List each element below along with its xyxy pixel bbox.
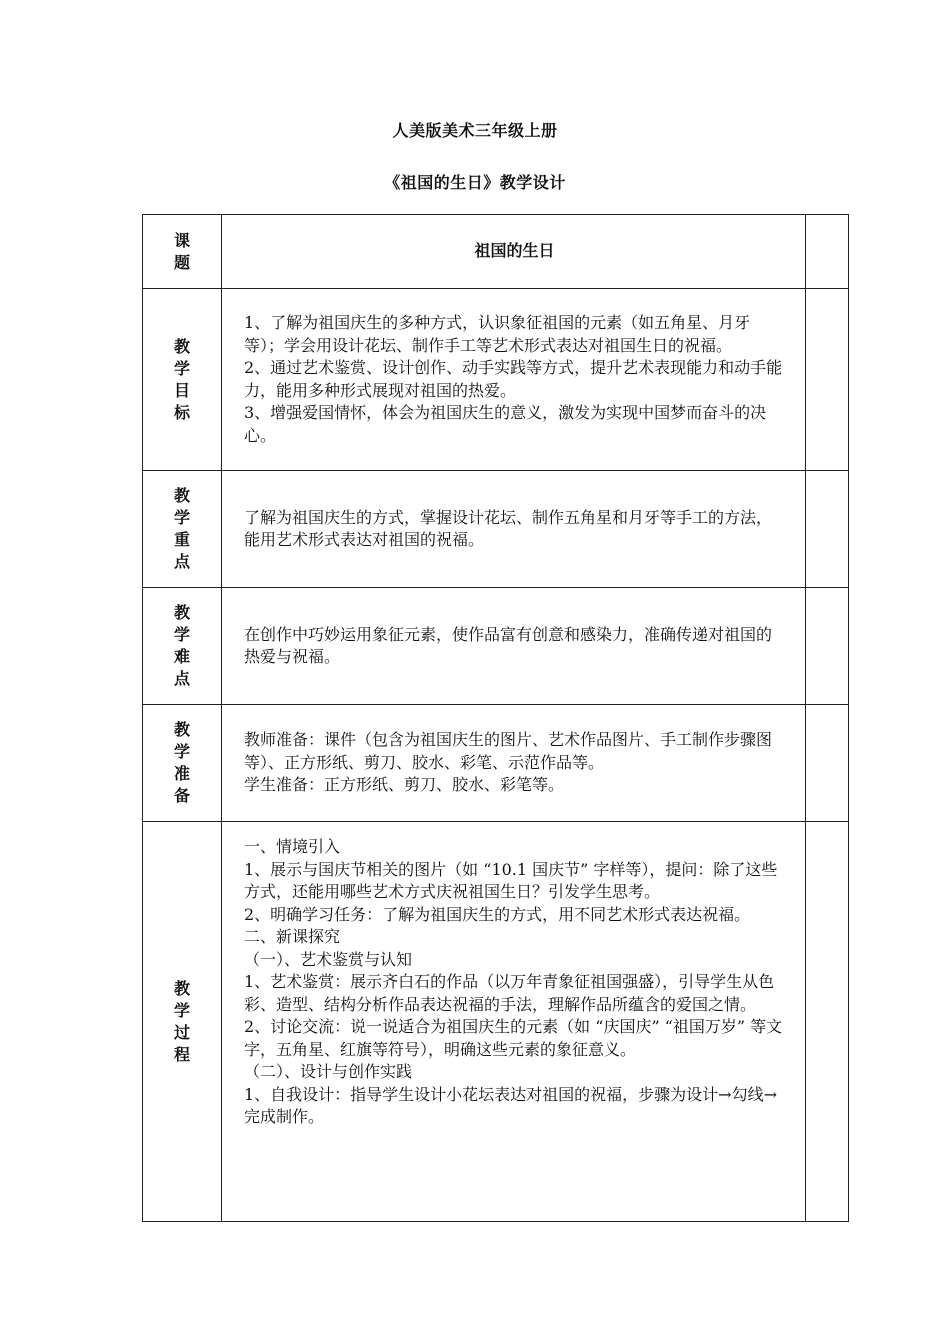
process-label: 教学过程 xyxy=(173,978,190,1064)
difficulty-label: 教学难点 xyxy=(173,603,190,688)
key-content xyxy=(222,471,806,588)
topic-label: 课题 xyxy=(173,230,190,272)
row-topic xyxy=(143,215,849,289)
process-content xyxy=(222,822,806,1222)
goals-label: 教学目标 xyxy=(173,336,190,422)
difficulty-label-cell xyxy=(143,588,222,705)
process-line: （二）、设计与创作实践 xyxy=(244,1062,413,1081)
difficulty-content xyxy=(222,588,806,705)
prep-item: 教师准备：课件（包含为祖国庆生的图片、艺术作品图片、手工制作步骤图等）、正方形纸、剪刀、胶水、彩笔、示范作品等。 xyxy=(244,730,773,772)
goal-item: 1、了解为祖国庆生的多种方式，认识象征祖国的元素（如五角星、月牙等）；学会用设计花坛、制作手工等艺术形式表达对祖国生日的祝福。 xyxy=(244,313,751,355)
extra-cell xyxy=(806,822,849,1222)
goal-item: 2、通过艺术鉴赏、设计创作、动手实践等方式，提升艺术表现能力和动手能力，能用多种形式展现对祖国的热爱。 xyxy=(244,358,783,400)
topic-value: 祖国的生日 xyxy=(222,215,806,289)
process-line: 1、自我设计：指导学生设计小花坛表达对祖国的祝福，步骤为设计→勾线→完成制作。 xyxy=(244,1084,777,1126)
goals-content xyxy=(222,289,806,471)
row-preparation xyxy=(143,705,849,822)
process-line: 二、新课探究 xyxy=(244,927,341,946)
lesson-plan-table xyxy=(142,214,849,1222)
difficulty-text: 在创作中巧妙运用象征元素，使作品富有创意和感染力，准确传递对祖国的热爱与祝福。 xyxy=(244,624,773,666)
extra-cell xyxy=(806,471,849,588)
row-difficulty xyxy=(143,588,849,705)
prep-item: 学生准备：正方形纸、剪刀、胶水、彩笔等。 xyxy=(244,775,565,795)
key-label-cell xyxy=(143,471,222,588)
goal-item: 3、增强爱国情怀，体会为祖国庆生的意义，激发为实现中国梦而奋斗的决心。 xyxy=(244,403,767,445)
process-label-cell xyxy=(143,822,222,1222)
process-line: 2、讨论交流：说一说适合为祖国庆生的元素（如 “庆国庆” “祖国万岁” 等文字，五角星、红旗等符号），明确这些元素的象征意义。 xyxy=(244,1017,783,1059)
extra-cell xyxy=(806,705,849,822)
prep-label-cell xyxy=(143,705,222,822)
process-line: 一、情境引入 xyxy=(244,837,341,856)
key-label: 教学重点 xyxy=(173,486,190,571)
prep-content xyxy=(222,705,806,822)
process-line: 1、展示与国庆节相关的图片（如 “10.1 国庆节” 字样等），提问：除了这些方式，还能用哪些艺术方式庆祝祖国生日？引发学生思考。 xyxy=(244,859,778,901)
document-subtitle: 《祖国的生日》教学设计 xyxy=(384,173,566,192)
goals-label-cell xyxy=(143,289,222,471)
extra-cell xyxy=(806,215,849,289)
row-key-points xyxy=(143,471,849,588)
process-line: （一）、艺术鉴赏与认知 xyxy=(244,949,413,969)
row-goals xyxy=(143,289,849,471)
extra-cell xyxy=(806,289,849,471)
key-text: 了解为祖国庆生的方式，掌握设计花坛、制作五角星和月牙等手工的方法，能用艺术形式表达对祖国的祝福。 xyxy=(244,507,773,549)
row-process xyxy=(143,822,849,1222)
process-line: 2、明确学习任务：了解为祖国庆生的方式，用不同艺术形式表达祝福。 xyxy=(244,904,751,924)
topic-label-cell xyxy=(143,215,222,289)
prep-label: 教学准备 xyxy=(173,720,190,805)
process-line: 1、艺术鉴赏：展示齐白石的作品（以万年青象征祖国强盛），引导学生从色彩、造型、结构分析作品表达祝福的手法，理解作品所蕴含的爱国之情。 xyxy=(244,972,775,1014)
document-title: 人美版美术三年级上册 xyxy=(392,121,558,140)
extra-cell xyxy=(806,588,849,705)
